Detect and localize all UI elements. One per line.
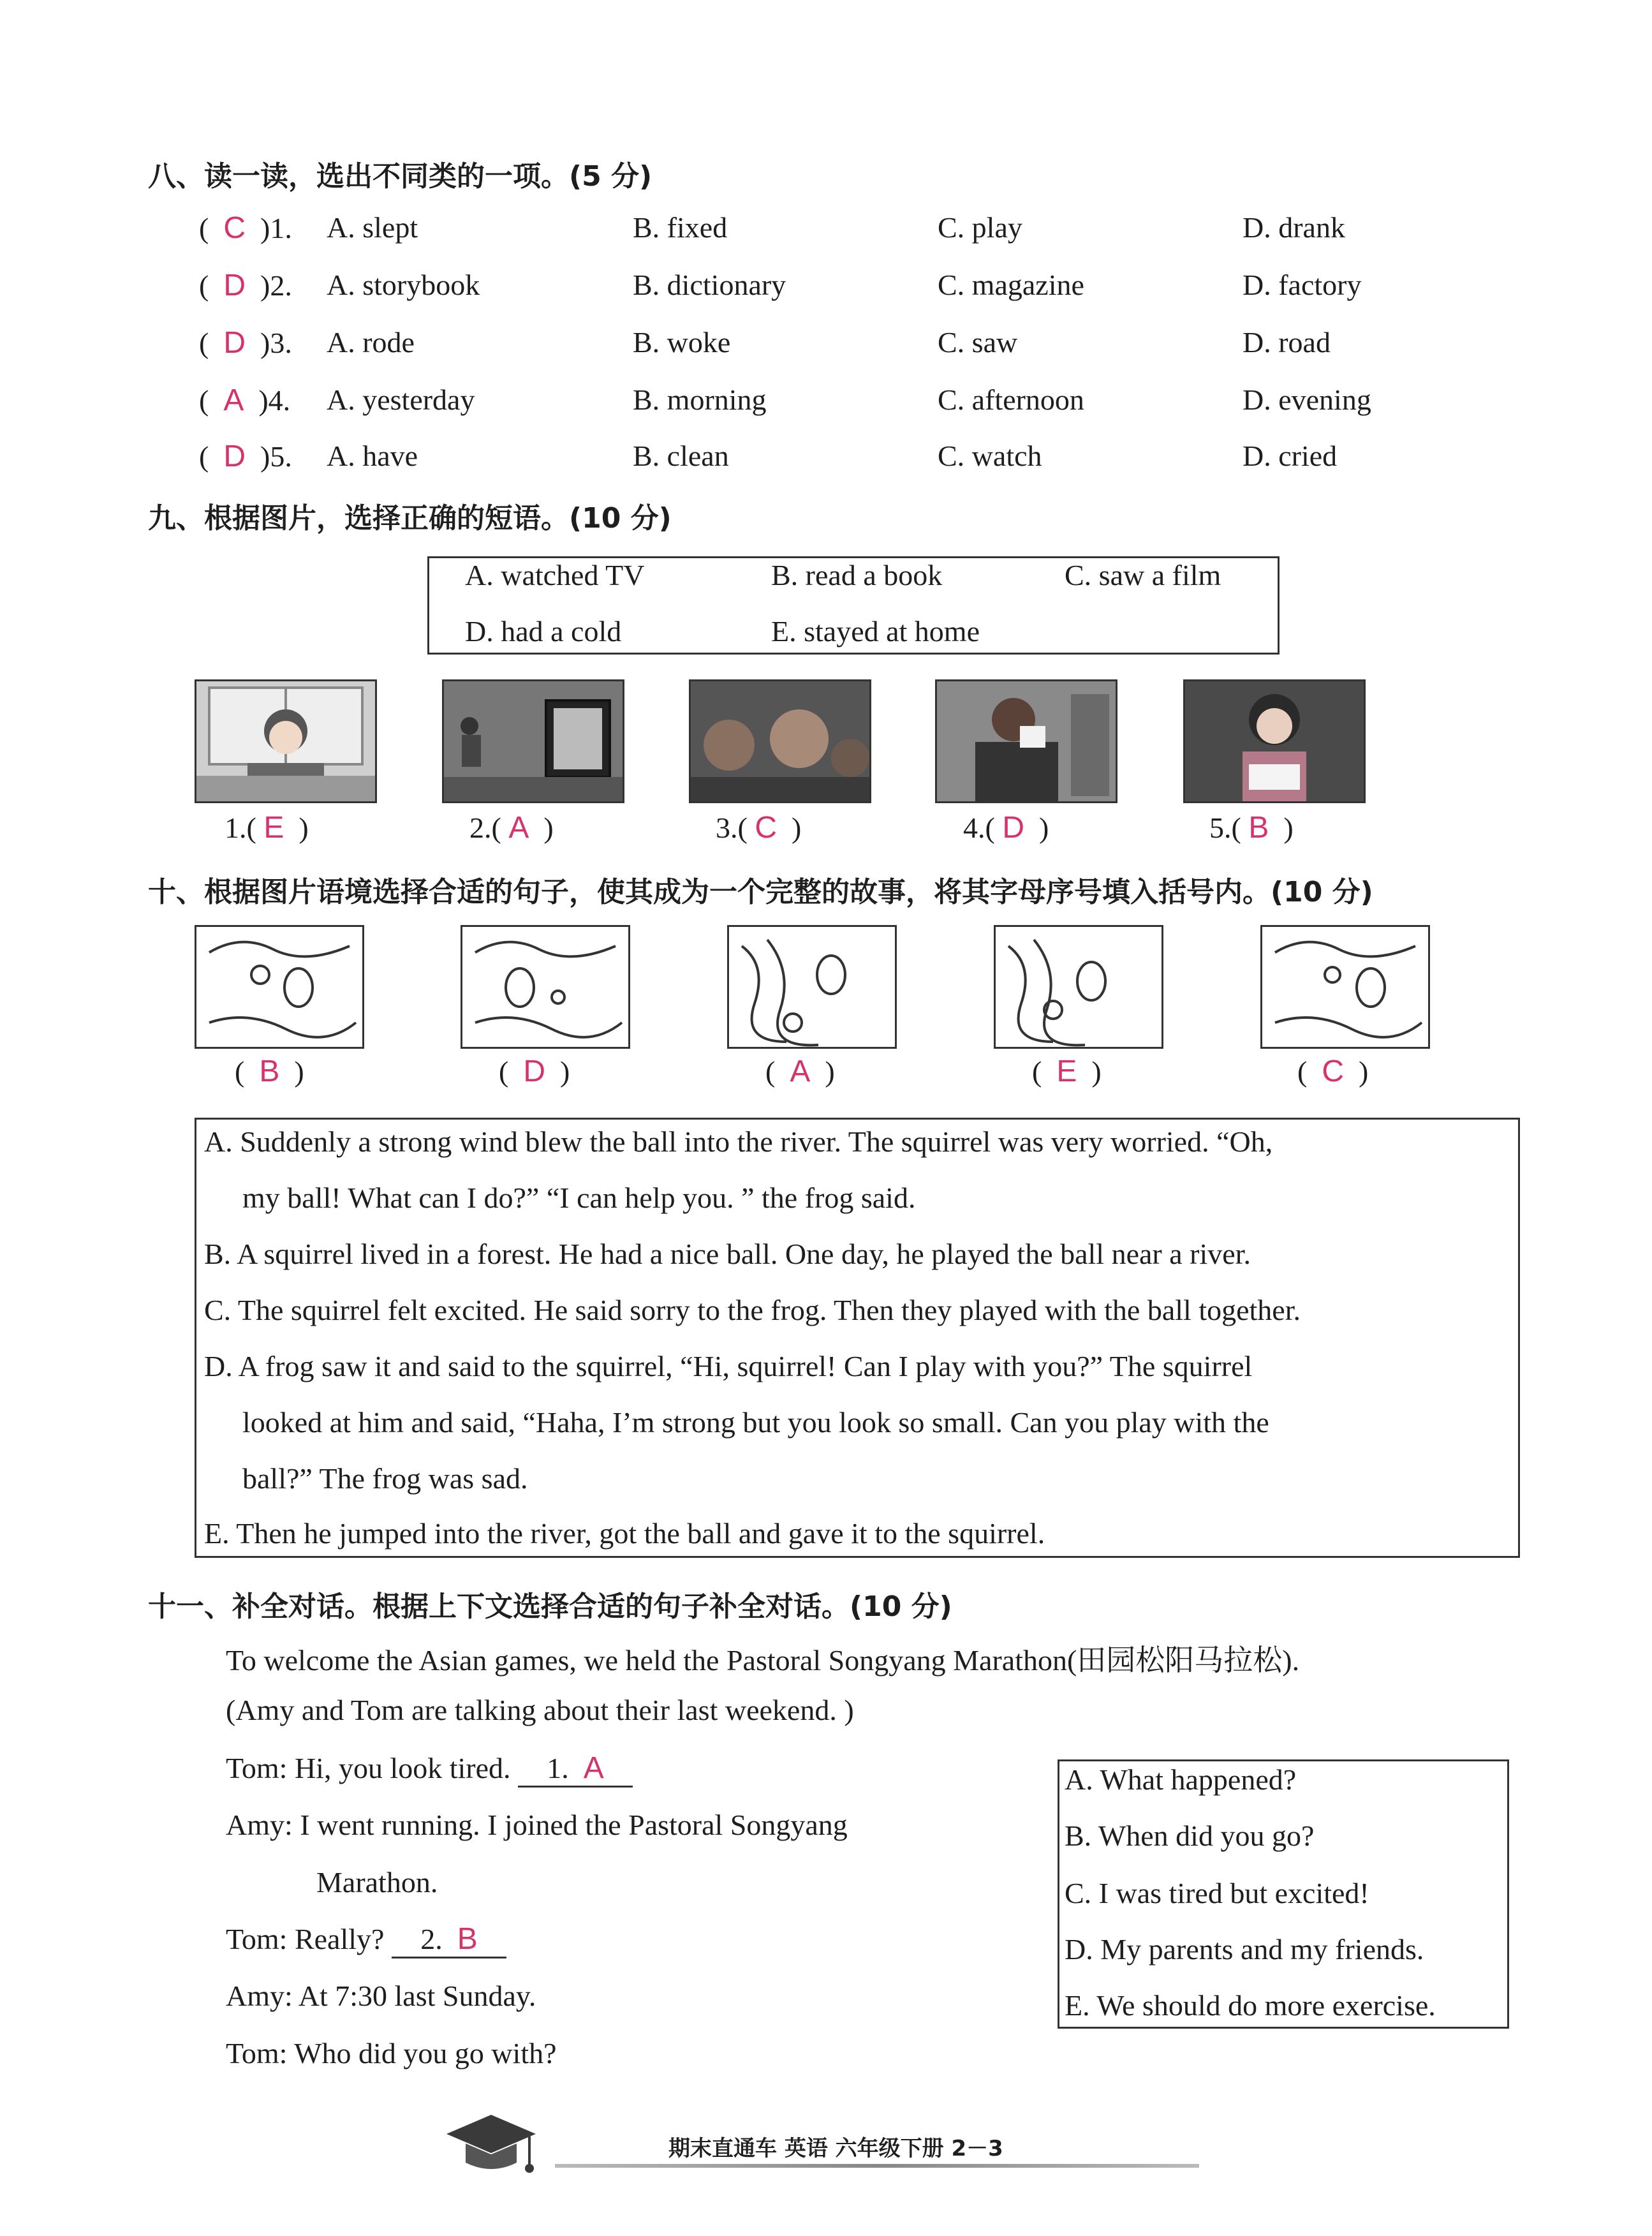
story-picture-2	[461, 925, 630, 1049]
story-line: A. Suddenly a strong wind blew the ball into the river. The squirrel was very worried. “Oh,	[204, 1125, 1273, 1158]
list-item: ( A )4.	[199, 383, 291, 417]
dialogue-line	[316, 1865, 438, 1899]
picture-number: 3.(	[716, 811, 748, 844]
option-a: A. rode	[327, 326, 415, 359]
story-line: D. A frog saw it and said to the squirrel, “Hi, squirrel! Can I play with you?” The squirrel	[204, 1350, 1253, 1382]
section10-heading: 十、根据图片语境选择合适的句子，使其成为一个完整的故事，将其字母序号填入括号内。(10 分)	[148, 876, 1373, 908]
story-picture-1	[195, 925, 364, 1049]
picture-girl-reading	[1183, 679, 1366, 803]
story-line: looked at him and said, “Haha, I’m strong but you look so small. Can you play with the	[242, 1406, 1269, 1439]
speaker: Amy:	[226, 1809, 293, 1841]
option-d: D. road	[1243, 326, 1331, 359]
option-d: D. drank	[1243, 211, 1345, 244]
section9-heading: 九、根据图片，选择正确的短语。(10 分)	[148, 502, 672, 535]
speaker: Tom:	[226, 1752, 288, 1784]
answer-mark: B	[1248, 811, 1269, 845]
picture-number: 5.(	[1209, 811, 1241, 844]
list-item: ( D )2.	[199, 269, 292, 302]
picture-answer: 3.( C )	[716, 811, 802, 845]
picture-answer: 4.( D )	[963, 811, 1049, 845]
picture-answer: 2.( A )	[469, 811, 554, 845]
item-number: )2.	[260, 269, 292, 302]
answer-mark: A	[583, 1751, 604, 1785]
answer-mark: D	[223, 269, 246, 302]
section11-heading: 十一、补全对话。根据上下文选择合适的句子补全对话。(10 分)	[148, 1590, 952, 1623]
item-number: )1.	[260, 212, 292, 244]
story-line: C. The squirrel felt excited. He said sorry to the frog. Then they played with the ball together.	[204, 1294, 1301, 1326]
picture-number: 1.(	[225, 811, 256, 844]
story-sentences-box	[195, 1118, 1520, 1558]
phrase-option: D. had a cold	[465, 615, 622, 648]
option-d: D. evening	[1243, 383, 1371, 416]
answer-mark: C	[1322, 1055, 1344, 1088]
dialogue-option: D. My parents and my friends.	[1065, 1933, 1424, 1966]
dialogue-line	[226, 2036, 557, 2070]
dialogue-text: Really?	[294, 1923, 385, 1955]
dialogue-option: E. We should do more exercise.	[1065, 1989, 1436, 2022]
picture-answer: 5.( B )	[1209, 811, 1294, 845]
phrase-option: B. read a book	[771, 559, 943, 591]
option-c: C. play	[938, 211, 1022, 244]
option-b: B. clean	[633, 440, 729, 472]
story-picture-3	[727, 925, 897, 1049]
dialogue-text: Marathon.	[316, 1866, 438, 1899]
story-answer: ( C )	[1297, 1055, 1369, 1088]
speaker: Tom:	[226, 1923, 288, 1955]
list-item: ( D )3.	[199, 326, 292, 360]
dialogue-line	[226, 1979, 536, 2013]
answer-mark: D	[1002, 811, 1024, 845]
item-number: )3.	[260, 327, 292, 359]
dialogue-text: Hi, you look tired.	[294, 1752, 511, 1784]
option-b: B. fixed	[633, 211, 728, 244]
answer-blank[interactable]	[518, 1751, 633, 1788]
section8-heading: 八、读一读，选出不同类的一项。(5 分)	[148, 160, 653, 193]
option-a: A. yesterday	[327, 383, 475, 416]
picture-girl-watching-tv	[442, 679, 624, 803]
story-answer: ( A )	[765, 1055, 835, 1088]
phrase-option: A. watched TV	[465, 559, 645, 591]
answer-blank[interactable]	[392, 1921, 506, 1958]
story-picture-5	[1260, 925, 1430, 1049]
dialogue-text: Who did you go with?	[294, 2037, 557, 2069]
option-a: A. have	[327, 440, 418, 472]
answer-mark: D	[223, 326, 246, 360]
phrase-option: C. saw a film	[1065, 559, 1221, 591]
answer-mark: B	[259, 1055, 280, 1088]
option-b: B. dictionary	[633, 269, 786, 301]
option-c: C. watch	[938, 440, 1042, 472]
phrase-options-box	[427, 556, 1280, 655]
option-d: D. factory	[1243, 269, 1362, 301]
picture-number: 2.(	[469, 811, 501, 844]
story-answer: ( E )	[1032, 1055, 1102, 1088]
story-line: my ball! What can I do?” “I can help you. ” the frog said.	[242, 1181, 916, 1214]
dialogue-line	[226, 1751, 633, 1788]
story-line: ball?” The frog was sad.	[242, 1462, 528, 1495]
dialogue-text: I went running. I joined the Pastoral Songyang	[300, 1809, 848, 1841]
story-line: B. A squirrel lived in a forest. He had a nice ball. One day, he played the ball near a river.	[204, 1238, 1251, 1270]
answer-mark: D	[223, 440, 246, 473]
answer-mark: E	[263, 811, 284, 845]
graduation-cap-icon	[440, 2108, 542, 2179]
item-number: )4.	[258, 384, 291, 417]
story-answer: ( B )	[235, 1055, 304, 1088]
story-picture-4	[994, 925, 1163, 1049]
speaker: Amy:	[226, 1980, 293, 2012]
story-answer: ( D )	[499, 1055, 570, 1088]
option-c: C. saw	[938, 326, 1018, 359]
story-line: E. Then he jumped into the river, got the ball and gave it to the squirrel.	[204, 1517, 1045, 1550]
option-c: C. magazine	[938, 269, 1084, 301]
dialogue-line	[226, 1921, 506, 1958]
answer-mark: B	[457, 1922, 478, 1956]
answer-mark: E	[1056, 1055, 1077, 1088]
intro-line: (Amy and Tom are talking about their last weekend. )	[226, 1694, 854, 1726]
picture-number: 4.(	[963, 811, 995, 844]
footer-text: 期末直通车 英语 六年级下册 2－3	[668, 2136, 1003, 2161]
list-item: ( C )1.	[199, 211, 292, 245]
dialogue-option: C. I was tired but excited!	[1065, 1877, 1369, 1909]
blank-number: 2.	[420, 1923, 443, 1955]
picture-kids-at-cinema	[689, 679, 871, 803]
picture-boy-at-window	[195, 679, 377, 803]
answer-mark: C	[223, 211, 246, 245]
option-c: C. afternoon	[938, 383, 1084, 416]
option-b: B. woke	[633, 326, 731, 359]
answer-mark: A	[508, 811, 529, 845]
answer-mark: D	[523, 1055, 545, 1088]
dialogue-line	[226, 1808, 848, 1842]
picture-man-with-cold	[935, 679, 1117, 803]
option-b: B. morning	[633, 383, 767, 416]
phrase-option: E. stayed at home	[771, 615, 980, 648]
dialogue-text: At 7:30 last Sunday.	[298, 1980, 536, 2012]
answer-mark: A	[790, 1055, 811, 1088]
speaker: Tom:	[226, 2037, 288, 2069]
intro-line: To welcome the Asian games, we held the Pastoral Songyang Marathon(田园松阳马拉松).	[226, 1644, 1300, 1677]
item-number: )5.	[260, 440, 292, 473]
footer-rule	[555, 2164, 1199, 2168]
list-item: ( D )5.	[199, 440, 292, 473]
option-a: A. storybook	[327, 269, 480, 301]
dialogue-option: B. When did you go?	[1065, 1819, 1315, 1852]
answer-mark: A	[223, 383, 244, 417]
picture-answer: 1.( E )	[225, 811, 309, 845]
dialogue-option: A. What happened?	[1065, 1763, 1297, 1796]
option-a: A. slept	[327, 211, 418, 244]
blank-number: 1.	[547, 1752, 569, 1784]
option-d: D. cried	[1243, 440, 1338, 472]
answer-mark: C	[755, 811, 777, 845]
dialogue-options-box	[1058, 1759, 1509, 2029]
